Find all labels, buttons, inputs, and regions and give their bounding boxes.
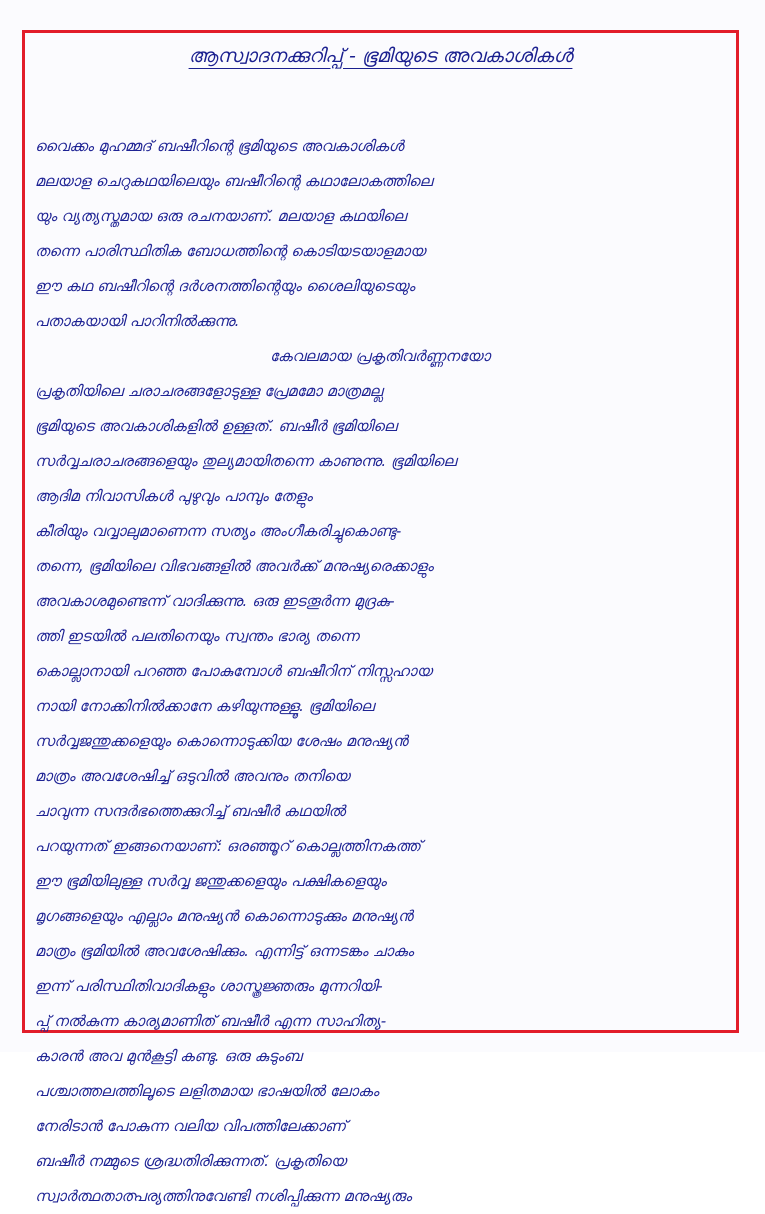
text-line: ബഷീർ നമ്മുടെ ശ്രദ്ധതിരിക്കുന്നത്. പ്രകൃതിയെ [35, 1152, 347, 1170]
text-line: പശ്ചാത്തലത്തിലൂടെ ലളിതമായ ഭാഷയിൽ ലോകം [35, 1082, 379, 1100]
essay-body [35, 129, 725, 1214]
text-line: ഈ കഥ ബഷീറിന്റെ ദർശനത്തിന്റെയും ശൈലിയുടെയും [35, 277, 415, 295]
text-line: ആദിമ നിവാസികൾ പുഴുവും പാമ്പും തേളും [35, 487, 313, 505]
page-title: ആസ്വാദനക്കുറിപ്പ് - ഭൂമിയുടെ അവകാശികൾ [188, 45, 573, 67]
text-line: മലയാള ചെറുകഥയിലെയും ബഷീറിന്റെ കഥാലോകത്തിലെ [35, 172, 433, 190]
text-line: ഈ ഭൂമിയിലുള്ള സർവ്വ ജന്തുക്കളെയും പക്ഷികളെയും [35, 872, 387, 890]
text-line: പറയുന്നത് ഇങ്ങനെയാണ്: ഒരഞ്ഞൂറ് കൊല്ലത്തിനകത്ത് [35, 837, 421, 855]
text-line: നായി നോക്കിനിൽക്കാനേ കഴിയുന്നുള്ളൂ. ഭൂമിയിലെ [35, 697, 375, 715]
text-line: ത്തി ഇടയിൽ പലതിനെയും സ്വന്തം ഭാര്യ തന്നെ [35, 627, 359, 645]
red-border-frame [22, 30, 739, 1205]
text-line: സ്വാർത്ഥതാത്പര്യത്തിനുവേണ്ടി നശിപ്പിക്കുന്ന മനുഷ്യരും [35, 1187, 412, 1205]
text-line: അവകാശമുണ്ടെന്ന് വാദിക്കുന്നു. ഒരു ഇടതൂർന്ന മുദ്രകു- [35, 592, 395, 610]
text-line: മാത്രം അവശേഷിച്ച് ഒടുവിൽ അവനും തനിയെ [35, 767, 350, 785]
text-line: കീരിയും വവ്വാലുമാണെന്ന സത്യം അംഗീകരിച്ചുകൊണ്ടു- [35, 522, 402, 540]
paragraph-heading-line: കേവലമായ പ്രകൃതിവർണ്ണനയോ [269, 347, 491, 365]
text-line: പ്പ് നൽകുന്ന കാര്യമാണിത് ബഷീർ എന്ന സാഹിത്യ- [35, 1012, 387, 1030]
text-line: ചാവുന്ന സന്ദർഭത്തെക്കുറിച്ച് ബഷീർ കഥയിൽ [35, 802, 346, 820]
text-line: തന്നെ, ഭൂമിയിലെ വിഭവങ്ങളിൽ അവർക്ക് മനുഷ്യരെക്കാളും [35, 557, 434, 575]
text-line: മാത്രം ഭൂമിയിൽ അവശേഷിക്കും. എന്നിട്ട് ഒന്നടങ്കം ചാകും [35, 942, 414, 960]
text-line: തന്നെ പാരിസ്ഥിതിക ബോധത്തിന്റെ കൊടിയടയാളമായ [35, 242, 426, 260]
text-line: മൃഗങ്ങളെയും എല്ലാം മനുഷ്യൻ കൊന്നൊടുക്കും മനുഷ്യൻ [35, 907, 413, 925]
text-line: വൈക്കം മുഹമ്മദ് ബഷീറിന്റെ ഭൂമിയുടെ അവകാശികൾ [35, 137, 404, 155]
text-line: ഭൂമിയുടെ അവകാശികളിൽ ഉള്ളത്. ബഷീർ ഭൂമിയിലെ [35, 417, 397, 435]
text-line: യും വ്യത്യസ്തമായ ഒരു രചനയാണ്. മലയാള കഥയിലെ [35, 207, 407, 225]
text-line: കാരൻ അവ മുൻകൂട്ടി കണ്ടു. ഒരു കുടുംബ [35, 1047, 302, 1065]
text-line: ഇന്ന് പരിസ്ഥിതിവാദികളും ശാസ്ത്രജ്ഞരും മുന്നറിയി- [35, 977, 383, 995]
text-line: പതാകയായി പാറിനിൽക്കുന്നു. [35, 312, 240, 330]
text-line: സർവ്വചരാചരങ്ങളെയും തുല്യമായിതന്നെ കാണുന്നു. ഭൂമിയിലെ [35, 452, 457, 470]
text-line: പ്രകൃതിയിലെ ചരാചരങ്ങളോടുള്ള പ്രേമമോ മാത്രമല്ല [35, 382, 383, 400]
text-line: നേരിടാൻ പോകുന്ന വലിയ വിപത്തിലേക്കാണ് [35, 1117, 347, 1135]
text-line: സർവ്വജന്തുക്കളെയും കൊന്നൊടുക്കിയ ശേഷം മനുഷ്യൻ [35, 732, 408, 750]
text-line: കൊല്ലാനായി പറഞ്ഞ പോകുമ്പോൾ ബഷീറിന് നിസ്സഹായ [35, 662, 432, 680]
